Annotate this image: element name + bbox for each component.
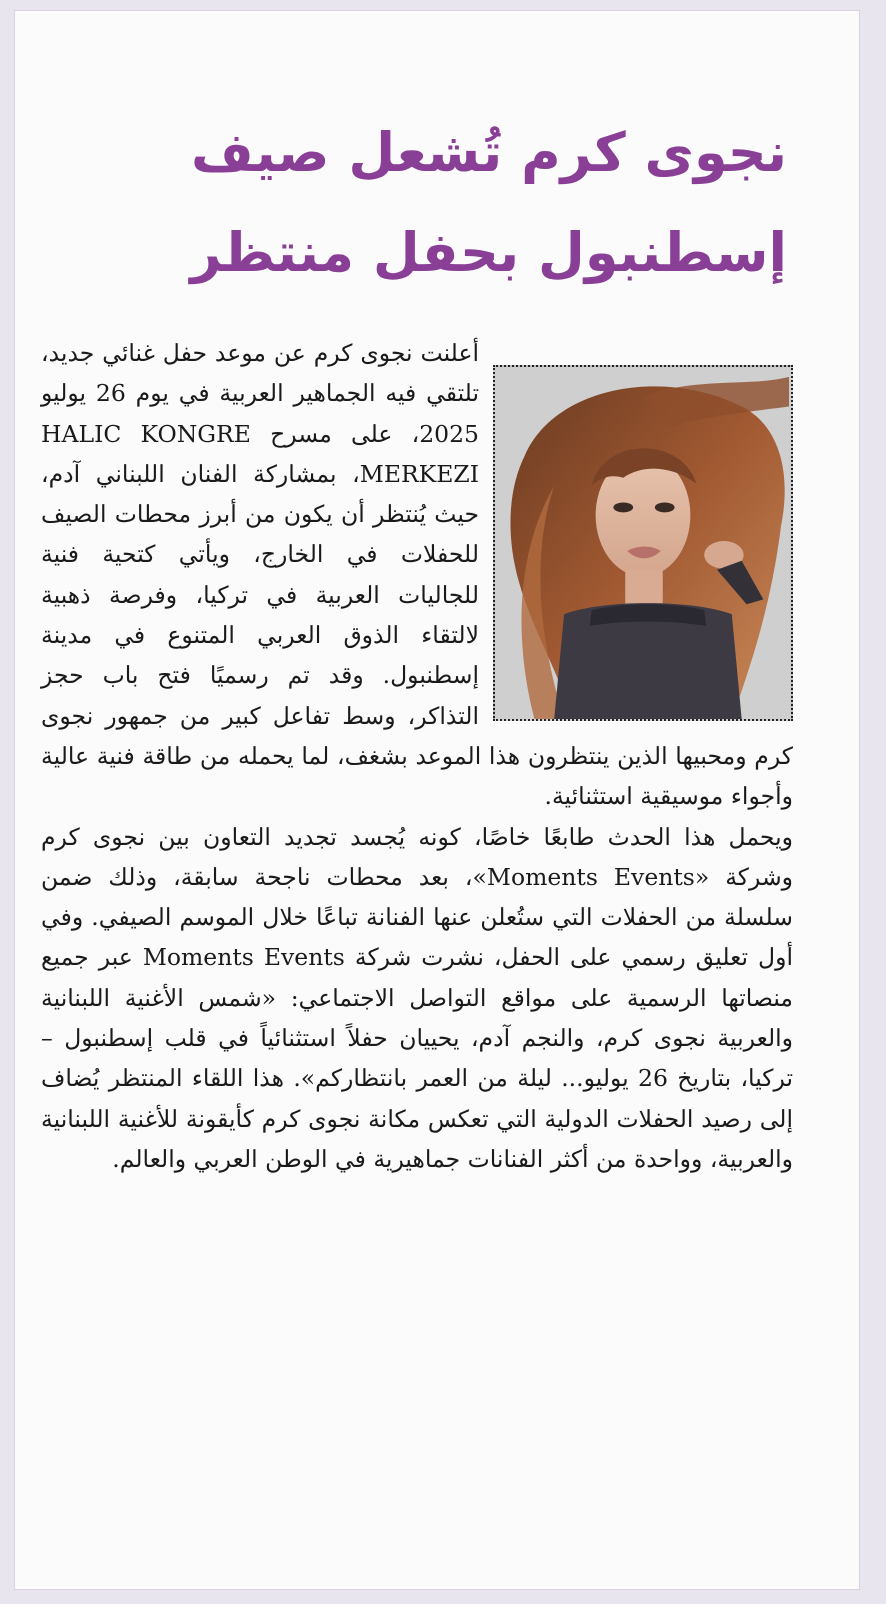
article-paragraph-2: ويحمل هذا الحدث طابعًا خاصًا، كونه يُجسد تجديد التعاون بين نجوى كرم وشركة «Moments Events»، بعد محطات ناجحة سابقة، وذلك ضمن سلسلة من الحفلات التي ستُعلن عنها الفنانة تباعًا خلال الموسم الصيفي. وفي أول تعليق رسمي على الحفل، نشرت شركة Moments Events عبر جميع منصاتها الرسمية على مواقع التواصل الاجتماعي: «شمس الأغنية اللبنانية والعربية نجوى كرم، والنجم آدم، يحييان حفلاً استثنائياً في قلب إسطنبول – تركيا، بتاريخ 26 يوليو... ليلة من العمر بانتظاركم». هذا اللقاء المنتظر يُضاف إلى رصيد الحفلات الدولية التي تعكس مكانة نجوى كرم كأيقونة للأغنية اللبنانية والعربية، وواحدة من أكثر الفنانات جماهيرية في الوطن العربي والعالم. bbox=[41, 822, 794, 1173]
article-photo bbox=[493, 365, 793, 721]
newspaper-page bbox=[14, 10, 860, 1590]
article-body bbox=[41, 333, 793, 1179]
article-paragraph-1: أعلنت نجوى كرم عن موعد حفل غنائي جديد، تلتقي فيه الجماهير العربية في يوم 26 يوليو 2025، على مسرح HALIC KONGRE MERKEZI، بمشاركة الفنان اللبناني آدم، حيث يُنتظر أن يكون من أبرز محطات الصيف للحفلات في الخارج، ويأتي كتحية فنية للجاليات العربية في تركيا، وفرصة ذهبية لالتقاء الذوق العربي المتنوع في مدينة إسطنبول. وقد تم رسميًا فتح باب حجز التذاكر، وسط تفاعل كبير من جمهور نجوى كرم ومحبيها الذين ينتظرون هذا الموعد بشغف، لما يحمله من طاقة فنية عالية وأجواء موسيقية استثنائية. bbox=[41, 339, 793, 811]
article-headline: نجوى كرم تُشعل صيف إسطنبول بحفل منتظر bbox=[190, 121, 787, 284]
singer-portrait-image bbox=[495, 367, 791, 719]
